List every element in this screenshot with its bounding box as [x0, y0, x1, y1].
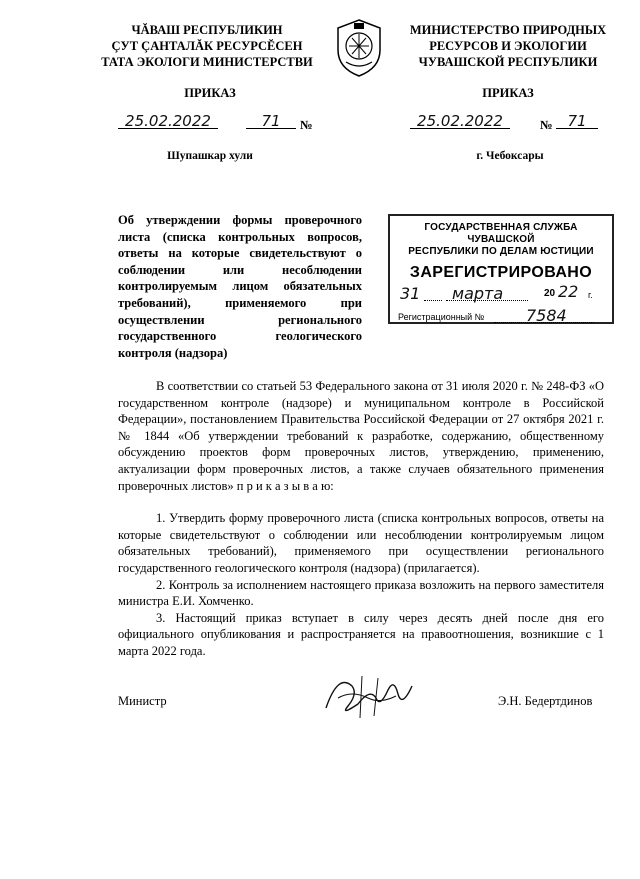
header-left	[92, 22, 322, 70]
signature-name: Э.Н. Бедертдинов	[498, 694, 593, 708]
stamp-line1: ГОСУДАРСТВЕННАЯ СЛУЖБА ЧУВАШСКОЙ	[424, 222, 578, 245]
right-number-field	[556, 108, 598, 130]
preamble-paragraph: В соответствии со статьей 53 Федерального закона от 31 июля 2020 г. № 248-ФЗ «О государственном контроле (надзоре) и муниципальном контроле в Российской Федерации», постановлением Правительства Российской Федерации от 27 октября 2021 г. № 1844 «Об утверждении требований к разработке, содержанию, общественному обсуждению проектов форм проверочных листов, утверждению, применению, актуализации форм проверочных листов, а также случаев обязательного применения проверочных листов» п р и к а з ы в а ю:	[118, 379, 604, 493]
signature-position: Министр	[118, 694, 167, 708]
stamp-date-row	[390, 284, 612, 306]
left-number-field	[246, 108, 296, 130]
stamp-registered: ЗАРЕГИСТРИРОВАНО	[409, 264, 593, 281]
item-3-paragraph: 3. Настоящий приказ вступает в силу через десять дней после дня его официального опубликования и распространяется на правоотношения, возникшие с 1 марта 2022 года.	[118, 610, 604, 658]
stamp-reg-number: 7584	[526, 306, 567, 325]
header-right-line: ЧУВАШСКОЙ РЕСПУБЛИКИ	[418, 55, 598, 69]
right-city: г. Чебоксары	[476, 150, 544, 162]
right-no-sign: №	[540, 118, 553, 132]
item-2-paragraph: 2. Контроль за исполнением настоящего приказа возложить на первого заместителя министра Е.И. Хомченко.	[118, 577, 604, 609]
stamp-reg-row	[390, 306, 612, 326]
header-left-line: ТАТА ЭКОЛОГИ МИНИСТЕРСТВИ	[101, 55, 313, 69]
right-number: 71	[556, 108, 598, 129]
left-date-field	[118, 108, 218, 130]
header-left-line: ЧĂВАШ РЕСПУБЛИКИН	[131, 23, 283, 37]
right-date-field	[410, 108, 510, 130]
item-1-paragraph: 1. Утвердить форму проверочного листа (списка контрольных вопросов, ответы на которые свидетельствуют о соблюдении или несоблюдении контролируемым лицом обязательных требований), применяемого при осуществлении регионального государственного геологического контроля (надзора) (прилагается).	[118, 511, 604, 575]
right-date: 25.02.2022	[410, 108, 510, 129]
prikaz-right: ПРИКАЗ	[482, 86, 534, 100]
header-right-line: МИНИСТЕРСТВО ПРИРОДНЫХ	[409, 23, 607, 37]
document-title: Об утверждении формы проверочного листа (списка контрольных вопросов, ответы на которые свидетельствуют о соблюдении или несоблюдении контролируемым лицом обязательных требований), применяемого при осуществлении регионального государственного геологического контроля (надзора)	[118, 213, 362, 360]
left-date: 25.02.2022	[118, 108, 218, 129]
registration-stamp	[388, 214, 614, 324]
left-number: 71	[246, 108, 296, 129]
stamp-month: марта	[452, 284, 504, 303]
stamp-year-g: г.	[588, 290, 593, 300]
header-left-line: ÇУТ ÇАНТАЛĂК РЕСУРСĔСЕН	[111, 39, 303, 53]
handwritten-signature	[318, 668, 418, 724]
stamp-day: 31	[400, 284, 421, 303]
stamp-year-prefix: 20	[544, 288, 556, 299]
stamp-line2: РЕСПУБЛИКИ ПО ДЕЛАМ ЮСТИЦИИ	[408, 246, 594, 257]
stamp-reg-label: Регистрационный №	[398, 312, 485, 322]
header-right	[398, 22, 618, 70]
header-right-line: РЕСУРСОВ И ЭКОЛОГИИ	[429, 39, 587, 53]
left-no-sign: №	[300, 118, 313, 132]
stamp-year-suffix: 22	[558, 282, 579, 301]
coat-of-arms-emblem	[334, 18, 384, 78]
left-city: Шупашкар хули	[167, 150, 253, 162]
document-body	[118, 378, 604, 660]
prikaz-left: ПРИКАЗ	[184, 86, 236, 100]
